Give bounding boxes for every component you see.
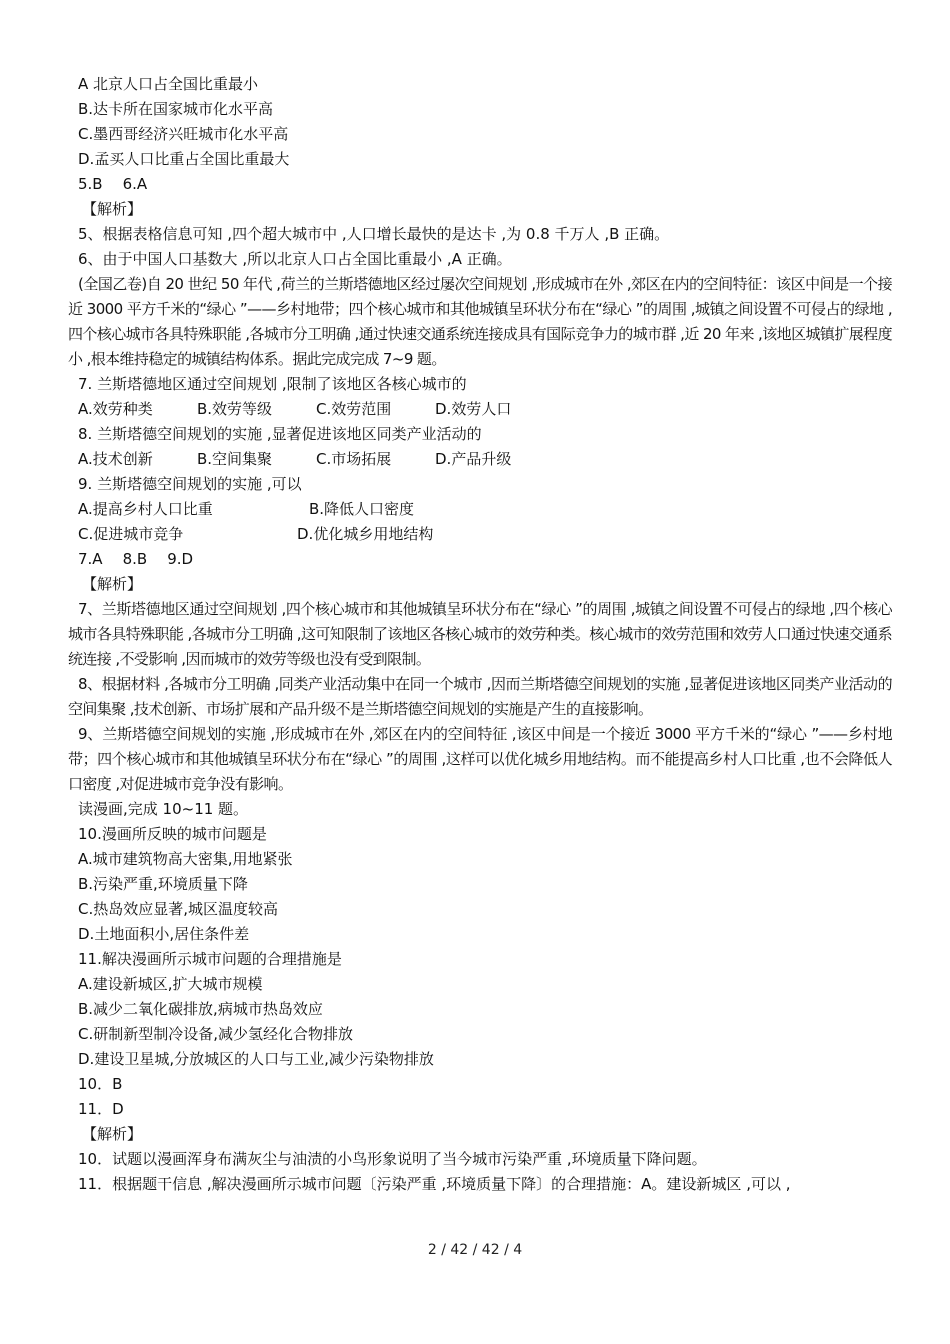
question-7-stem: 7. 兰斯塔德地区通过空间规划 ,限制了该地区各核心城市的 (78, 375, 467, 393)
document-page (68, 72, 892, 1197)
q11-option-b: B.减少二氧化碳排放,病城市热岛效应 (78, 1000, 323, 1018)
page-indicator: 2 / 42 / 42 / 4 (427, 1242, 523, 1258)
question-11-stem: 11.解决漫画所示城市问题的合理措施是 (78, 950, 342, 968)
q7-option-a: A.效劳种类 (78, 400, 153, 418)
q11-option-c: C.研制新型制冷设备,减少氢经化合物排放 (78, 1025, 354, 1043)
answer-5: 5.B (78, 175, 103, 193)
q9-option-d: D.优化城乡用地结构 (297, 525, 434, 543)
option-d: D.孟买人口比重占全国比重最大 (78, 150, 290, 168)
q8-option-a: A.技术创新 (78, 450, 153, 468)
question-9-stem: 9. 兰斯塔德空间规划的实施 ,可以 (78, 475, 302, 493)
question-10-stem: 10.漫画所反映的城市问题是 (78, 825, 267, 843)
q8-option-b: B.空间集聚 (197, 450, 273, 468)
q10-option-a: A.城市建筑物高大密集,用地紧张 (78, 850, 293, 868)
analysis-label: 【解析】 (82, 200, 143, 218)
answer-8: 8.B (122, 550, 148, 568)
q8-option-d: D.产品升级 (435, 450, 512, 468)
intro-10-11: 读漫画,完成 10~11 题。 (78, 800, 249, 818)
q10-option-b: B.污染严重,环境质量下降 (78, 875, 248, 893)
analysis-6: 6、由于中国人口基数大 ,所以北京人口占全国比重最小 ,A 正确。 (78, 250, 512, 268)
option-a: A 北京人口占全国比重最小 (78, 75, 259, 93)
analysis-5: 5、根据表格信息可知 ,四个超大城市中 ,人口增长最快的是达卡 ,为 0.8 千万人 ,B 正确。 (78, 225, 670, 243)
analysis-7: 7、兰斯塔德地区通过空间规划 ,四个核心城市和其他城镇呈环状分布在“绿心 ”的周围 ,城镇之间设置不可侵占的绿地 ,四个核心城市各具特殊职能 ,各城市分工明确 ,这可知限制了该地区各核心城市的效劳种类。核心城市的效劳范围和效劳人口通过快速交通系统连接 ,不受影响 ,因而城市的效劳等级也没有受到限制。 (68, 600, 892, 668)
q9-option-c: C.促进城市竞争 (78, 525, 184, 543)
option-c: C.墨西哥经济兴旺城市化水平高 (78, 125, 289, 143)
q9-option-b: B.降低人口密度 (309, 500, 415, 518)
question-8-options (68, 447, 892, 472)
answer-9: 9.D (167, 550, 194, 568)
question-8-stem: 8. 兰斯塔德空间规划的实施 ,显著促进该地区同类产业活动的 (78, 425, 482, 443)
answers-7-9 (68, 547, 892, 572)
answer-6: 6.A (122, 175, 148, 193)
analysis-11: 11．根据题干信息 ,解决漫画所示城市问题〔污染严重 ,环境质量下降〕的合理措施：A。建设新城区 ,可以 , (78, 1175, 791, 1193)
analysis-8: 8、根据材料 ,各城市分工明确 ,同类产业活动集中在同一个城市 ,因而兰斯塔德空间规划的实施 ,显著促进该地区同类产业活动的空间集聚 ,技术创新、市场扩展和产品升级不是兰斯塔德空间规划的实施是产生的直接影响。 (68, 675, 892, 718)
answer-11: 11．D (78, 1100, 124, 1118)
answer-7: 7.A (78, 550, 103, 568)
q8-option-c: C.市场拓展 (316, 450, 392, 468)
analysis-label: 【解析】 (82, 1125, 143, 1143)
q9-option-a: A.提高乡村人口比重 (78, 500, 213, 518)
question-9-options-cd (68, 522, 892, 547)
q10-option-c: C.热岛效应显著,城区温度较高 (78, 900, 279, 918)
question-9-options-ab (68, 497, 892, 522)
question-7-options (68, 397, 892, 422)
material-7-9: (全国乙卷)自 20 世纪 50 年代 ,荷兰的兰斯塔德地区经过屡次空间规划 ,形成城市在外 ,郊区在内的空间特征：该区中间是一个接近 3000 平方千米的“绿心 ”——乡村地带；四个核心城市和其他城镇呈环状分布在“绿心 ”的周围 ,城镇之间设置不可侵占的绿地 ,四个核心城市各具特殊职能 ,各城市分工明确 ,通过快速交通系统连接成具有国际竞争力的城市群 ,近 20 年来 ,该地区城镇扩展程度小 ,根本维持稳定的城镇结构体系。据此完成完成 7~9 题。 (68, 275, 892, 368)
q11-option-d: D.建设卫星城,分放城区的人口与工业,减少污染物排放 (78, 1050, 434, 1068)
option-b: B.达卡所在国家城市化水平高 (78, 100, 274, 118)
analysis-9: 9、兰斯塔德空间规划的实施 ,形成城市在外 ,郊区在内的空间特征 ,该区中间是一个接近 3000 平方千米的“绿心 ”——乡村地带；四个核心城市和其他城镇呈环状分布在“绿心 ”的周围 ,这样可以优化城乡用地结构。而不能提高乡村人口比重 ,也不会降低人口密度 ,对促进城市竞争没有影响。 (68, 725, 892, 793)
q7-option-c: C.效劳范围 (316, 400, 392, 418)
q7-option-d: D.效劳人口 (435, 400, 512, 418)
answer-10: 10．B (78, 1075, 123, 1093)
q10-option-d: D.土地面积小,居住条件差 (78, 925, 250, 943)
analysis-label: 【解析】 (82, 575, 143, 593)
q11-option-a: A.建设新城区,扩大城市规模 (78, 975, 263, 993)
answers-5-6 (68, 172, 892, 197)
q7-option-b: B.效劳等级 (197, 400, 273, 418)
analysis-10: 10．试题以漫画浑身布满灰尘与油渍的小鸟形象说明了当今城市污染严重 ,环境质量下降问题。 (78, 1150, 707, 1168)
